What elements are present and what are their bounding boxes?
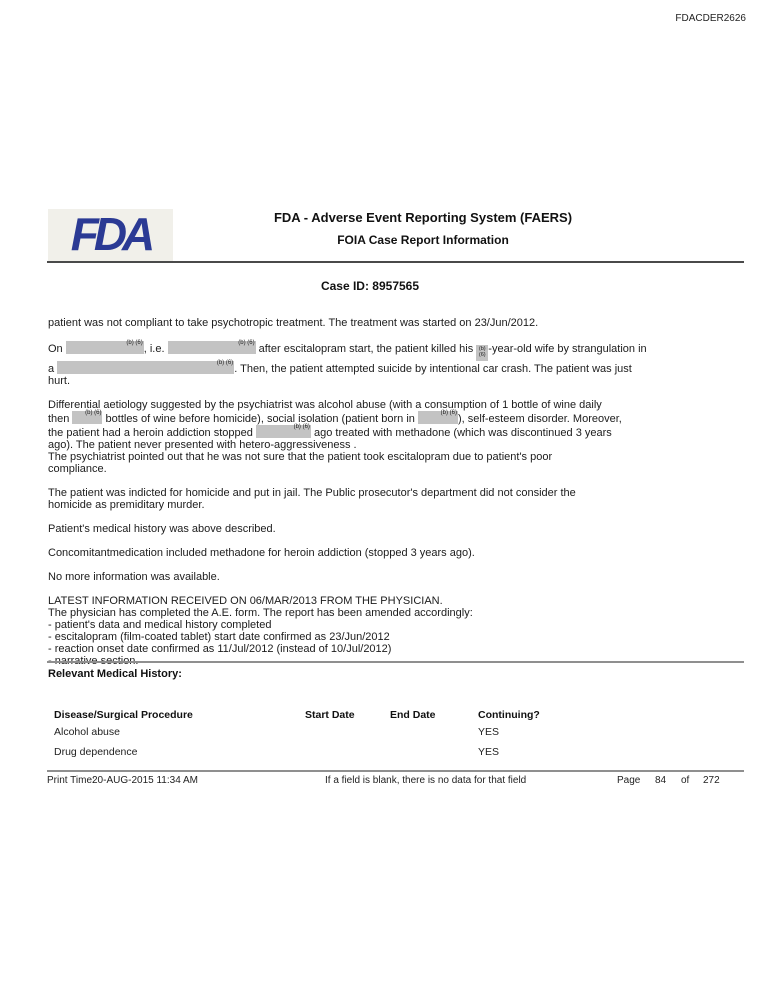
fda-logo-text: FDA: [70, 209, 151, 260]
table-row: [54, 726, 740, 746]
redaction-box: [418, 411, 458, 424]
table-header-cell: End Date: [390, 709, 436, 721]
fda-logo: [48, 209, 173, 262]
page-title: FDA - Adverse Event Reporting System (FAERS): [273, 210, 573, 225]
redaction-label: (b) (6): [238, 340, 255, 346]
table-header-cell: Continuing?: [478, 709, 540, 721]
table-header-row: [54, 709, 740, 726]
narrative-paragraph: Differential aetiology suggested by the psychiatrist was alcohol abuse (with a consumption of 1 bottle of wine daily then (b) (6) bottles of wine before homicide), social isolation (patient born in (b) (6) ), self-esteem disorder. Moreover, the patient had a heroin addiction stopped (b) (6) ago treated with methadone (which was discontinued 3 years ago). The patient never presented with hetero-aggressiveness . The psychiatrist pointed out that he was not sure that the patient took escitalopram due to patient's poor compliance.: [48, 398, 622, 475]
narrative-paragraph: Concomitantmedication included methadone for heroin addiction (stopped 3 years ago).: [48, 546, 475, 559]
narrative-paragraph: On (b) (6) , i.e. (b) (6) after escitalopram start, the patient killed his (b) (6) -year-old wife by strangulation in a (b) (6) . Then, the patient attempted suicide by intentional car crash. The patient was just hurt.: [48, 340, 647, 387]
redaction-label: (b) (6): [216, 359, 234, 366]
redaction-label: (b) (6): [440, 409, 457, 416]
redaction-label: (b) (6): [85, 409, 102, 416]
table-cell: YES: [478, 726, 500, 738]
redaction-box: [168, 341, 256, 354]
case-id: Case ID: 8957565: [320, 279, 420, 293]
page-number: 84: [655, 775, 667, 786]
page-label: Page: [617, 775, 641, 786]
table-row: [54, 746, 740, 766]
redaction-box-stacked: (b) (6): [476, 345, 488, 361]
section-title-relevant-medical-history: Relevant Medical History:: [48, 668, 182, 680]
redaction-label: (b) (6): [293, 423, 310, 430]
narrative-paragraph: The patient was indicted for homicide and put in jail. The Public prosecutor's department did not consider the homicide as premiditary murder.: [48, 486, 576, 511]
doc-code: FDACDER2626: [675, 13, 746, 24]
narrative-paragraph: No more information was available.: [48, 570, 220, 583]
table-header-cell: Start Date: [305, 709, 355, 721]
narrative-paragraph: Patient's medical history was above described.: [48, 522, 276, 535]
narrative-paragraph: patient was not compliant to take psychotropic treatment. The treatment was started on 23/Jun/2012.: [48, 317, 539, 329]
section-divider: [47, 661, 744, 663]
header-divider: [47, 261, 744, 263]
redaction-box: [57, 361, 234, 374]
page-of-label: of: [681, 775, 690, 786]
table-header-cell: Disease/Surgical Procedure: [54, 709, 193, 721]
table-cell: Alcohol abuse: [54, 726, 120, 738]
redaction-box: [66, 341, 144, 354]
page-total: 272: [703, 775, 720, 786]
print-time-value: 20-AUG-2015 11:34 AM: [92, 775, 198, 786]
redaction-label: (b) (6): [126, 340, 143, 346]
print-time-label: Print Time:: [47, 775, 95, 786]
narrative: [48, 317, 748, 679]
redaction-box: [256, 425, 311, 438]
footer-divider: [47, 770, 744, 772]
table-cell: YES: [478, 746, 500, 758]
medical-history-table: [54, 709, 740, 766]
table-cell: Drug dependence: [54, 746, 138, 758]
blank-field-note: If a field is blank, there is no data for that field: [325, 775, 527, 786]
page-subtitle: FOIA Case Report Information: [337, 233, 509, 247]
redaction-box: [72, 411, 102, 424]
narrative-paragraph: LATEST INFORMATION RECEIVED ON 06/MAR/2013 FROM THE PHYSICIAN. The physician has completed the A.E. form. The report has been amended accordingly: - patient's data and medical history completed - escitalopram (film-coated tablet) start date confirmed as 23/Jun/2012 - reaction onset date confirmed as 11/Jul/2012 (instead of 10/Jul/2012): [48, 594, 473, 655]
